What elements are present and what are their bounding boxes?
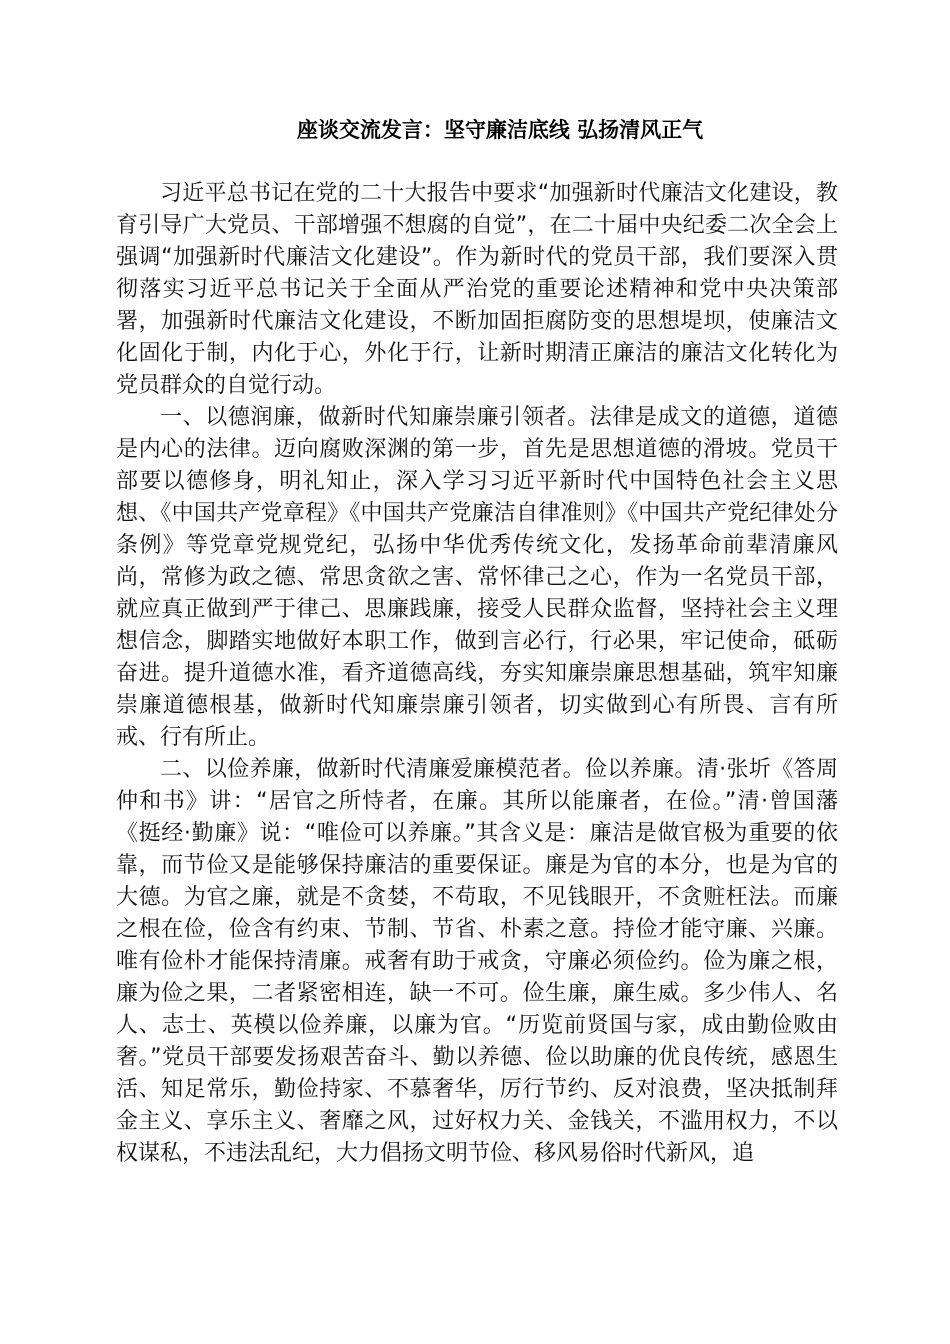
paragraph-section-2: 二、以俭养廉，做新时代清廉爱廉模范者。俭以养廉。清·张圻《答周仲和书》讲：“居官之所恃者，在廉。其所以能廉者，在俭。”清·曾国藩《挺经·勤廉》说：“唯俭可以养廉。”其含义是：廉洁是做官极为重要的依靠，而节俭又是能够保持廉洁的重要保证。廉是为官的本分，也是为官的大德。为官之廉，就是不贪婪，不苟取，不见钱眼开，不贪赃枉法。而廉之根在俭，俭含有约束、节制、节省、朴素之意。持俭才能守廉、兴廉。唯有俭朴才能保持清廉。戒奢有助于戒贪，守廉必须俭约。俭为廉之根，廉为俭之果，二者紧密相连，缺一不可。俭生廉，廉生威。多少伟人、名人、志士、英模以俭养廉，以廉为官。“历览前贤国与家，成由勤俭败由奢。”党员干部要发扬艰苦奋斗、勤以养德、俭以助廉的优良传统，感恩生活、知足常乐，勤俭持家、不慕奢华，厉行节约、反对浪费，坚决抵制拜金主义、享乐主义、奢靡之风，过好权力关、金钱关，不滥用权力，不以权谋私，不违法乱纪，大力倡扬文明节俭、移风易俗时代新风，追 bbox=[116, 757, 838, 1166]
paragraph-intro: 习近平总书记在党的二十大报告中要求“加强新时代廉洁文化建设，教育引导广大党员、干部增强不想腐的自觉”，在二十届中央纪委二次全会上强调“加强新时代廉洁文化建设”。作为新时代的党员干部，我们要深入贯彻落实习近平总书记关于全面从严治党的重要论述精神和党中央决策部署，加强新时代廉洁文化建设，不断加固拒腐防变的思想堤坝，使廉洁文化固化于制，内化于心，外化于行，让新时期清正廉洁的廉洁文化转化为党员群众的自觉行动。 bbox=[116, 181, 838, 398]
document-body bbox=[116, 178, 838, 1170]
paragraph-section-1: 一、以德润廉，做新时代知廉崇廉引领者。法律是成文的道德，道德是内心的法律。迈向腐败深渊的第一步，首先是思想道德的滑坡。党员干部要以德修身，明礼知止，深入学习习近平新时代中国特色社会主义思想、《中国共产党章程》《中国共产党廉洁自律准则》《中国共产党纪律处分条例》等党章党规党纪，弘扬中华优秀传统文化，发扬革命前辈清廉风尚，常修为政之德、常思贪欲之害、常怀律己之心，作为一名党员干部，就应真正做到严于律己、思廉践廉，接受人民群众监督，坚持社会主义理想信念，脚踏实地做好本职工作，做到言必行，行必果，牢记使命，砥砺奋进。提升道德水准，看齐道德高线，夯实知廉崇廉思想基础，筑牢知廉崇廉道德根基，做新时代知廉崇廉引领者，切实做到心有所畏、言有所戒、行有所止。 bbox=[116, 405, 838, 750]
document-title: 座谈交流发言：坚守廉洁底线 弘扬清风正气 bbox=[296, 118, 704, 142]
